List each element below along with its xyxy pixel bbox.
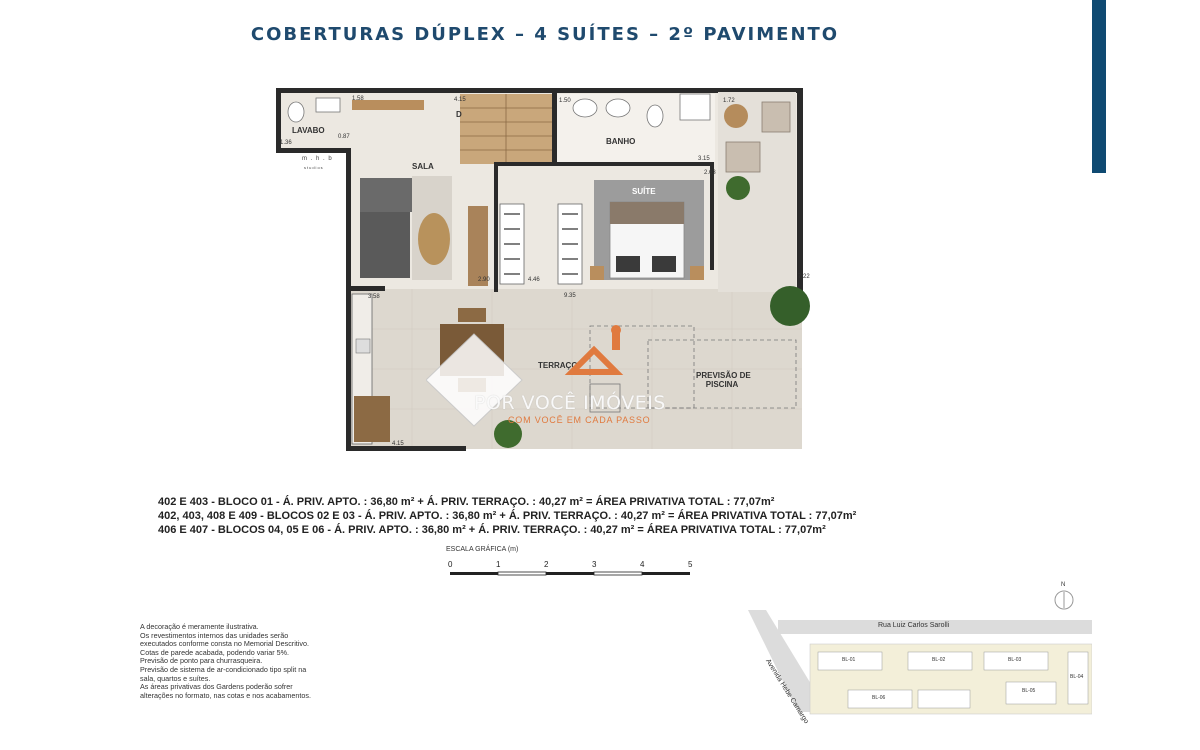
street-top-label: Rua Luiz Carlos Sarolli xyxy=(878,622,950,629)
dim-358: 3.58 xyxy=(368,294,380,300)
watermark-house-icon xyxy=(572,350,616,372)
dim-150-banho: 1.50 xyxy=(559,98,571,104)
note-8: As áreas privativas dos Gardens poderão sofrer xyxy=(140,682,293,692)
note-7: sala, quartos e suítes. xyxy=(140,673,211,683)
plant-1 xyxy=(726,176,750,200)
studio-credit: m . h . b xyxy=(302,156,333,162)
plant-2 xyxy=(770,286,810,326)
block-label-6: BL-06 xyxy=(872,695,886,701)
note-5: Previsão de ponto para churrasqueira. xyxy=(140,656,263,666)
dim-315: 3.15 xyxy=(698,156,710,162)
scale-tick-2: 2 xyxy=(544,560,549,569)
area-line-1: 402 E 403 - BLOCO 01 - Á. PRIV. APTO. : 36,80 m² + Á. PRIV. TERRAÇO. : 40,27 m² = ÁREA PRIVATIVA TOTAL : 77,07m² xyxy=(158,496,775,508)
dim-172: 1.72 xyxy=(723,98,735,104)
notes xyxy=(140,623,380,700)
deck-table xyxy=(724,104,748,128)
note-9: alterações no formato, nas cotas e nos acabamentos. xyxy=(140,690,312,700)
room-label-banho: BANHO xyxy=(606,137,636,146)
block-label-5: BL-05 xyxy=(1022,688,1036,694)
bar-stools xyxy=(354,396,390,442)
dim-263: 2.63 xyxy=(704,170,716,176)
dim-415-bottom: 4.15 xyxy=(392,441,404,447)
piscina-line2: PISCINA xyxy=(705,380,739,389)
dim-087: 0.87 xyxy=(338,134,350,140)
scale-tick-5: 5 xyxy=(688,560,693,569)
note-3: executados conforme consta no Memorial Descritivo. xyxy=(140,639,309,649)
site-plan xyxy=(748,578,1092,725)
dim-290: 2.90 xyxy=(478,277,490,283)
stair-marker: D xyxy=(456,110,462,119)
note-1: A decoração é meramente ilustrativa. xyxy=(140,622,259,631)
scale-tick-1: 1 xyxy=(496,560,501,569)
graphic-scale xyxy=(446,560,696,580)
watermark-text: POR VOCÊ IMÓVEIS xyxy=(474,392,666,414)
street-diag-label: Avenida Hebe Camargo xyxy=(764,658,810,725)
block-label-4: BL-04 xyxy=(1070,674,1084,680)
room-label-terraco: TERRAÇO xyxy=(538,361,578,370)
north-label: N xyxy=(1061,582,1066,588)
block-label-1: BL-01 xyxy=(842,657,856,663)
area-summary xyxy=(158,495,958,537)
scale-tick-3: 3 xyxy=(592,560,597,569)
studio-sub: studios xyxy=(304,165,324,170)
block-label-3: BL-03 xyxy=(1008,657,1022,663)
accent-bar xyxy=(1092,0,1106,173)
scale-tick-0: 0 xyxy=(448,560,453,569)
scale-bar xyxy=(446,571,696,579)
block-label-2: BL-02 xyxy=(932,657,946,663)
scale-tick-4: 4 xyxy=(640,560,645,569)
room-label-sala: SALA xyxy=(412,162,434,171)
area-line-2: 402, 403, 408 E 409 - BLOCOS 02 E 03 - Á. PRIV. APTO. : 36,80 m² + Á. PRIV. TERRAÇO. : 40,27 m² = ÁREA PRIVATIVA TOTAL : 77,07m² xyxy=(158,510,857,522)
room-label-suite: SUÍTE xyxy=(632,187,656,196)
room-label-lavabo: LAVABO xyxy=(292,126,325,135)
site-plan-drawing xyxy=(748,578,1092,718)
note-2: Os revestimentos internos das unidades serão xyxy=(140,630,289,640)
scale-title: ESCALA GRÁFICA (m) xyxy=(446,546,519,553)
note-4: Cotas de parede acabada, podendo variar 5%. xyxy=(140,647,290,657)
page-title: COBERTURAS DÚPLEX – 4 SUÍTES – 2º PAVIMENTO xyxy=(250,24,840,45)
dim-446: 4.46 xyxy=(528,277,540,283)
dim-935: 9.35 xyxy=(564,293,576,299)
sala-cabinet xyxy=(468,206,488,286)
dim-415-top: 4.15 xyxy=(454,97,466,103)
area-line-3: 406 E 407 - BLOCOS 04, 05 E 06 - Á. PRIV. APTO. : 36,80 m² + Á. PRIV. TERRAÇO. : 40,27 m² = ÁREA PRIVATIVA TOTAL : 77,07m² xyxy=(158,524,826,536)
armchair-1 xyxy=(762,102,790,132)
dim-136: 1.36 xyxy=(280,140,292,146)
coffee-table xyxy=(418,213,450,265)
piscina-line1: PREVISÃO DE xyxy=(696,371,751,380)
dim-722: 7.22 xyxy=(798,274,810,280)
watermark-tagline: COM VOCÊ EM CADA PASSO xyxy=(508,415,651,425)
note-6: Previsão de sistema de ar-condicionado tipo split na xyxy=(140,664,307,674)
armchair-2 xyxy=(726,142,760,172)
dim-158-lavabo: 1.58 xyxy=(352,96,364,102)
